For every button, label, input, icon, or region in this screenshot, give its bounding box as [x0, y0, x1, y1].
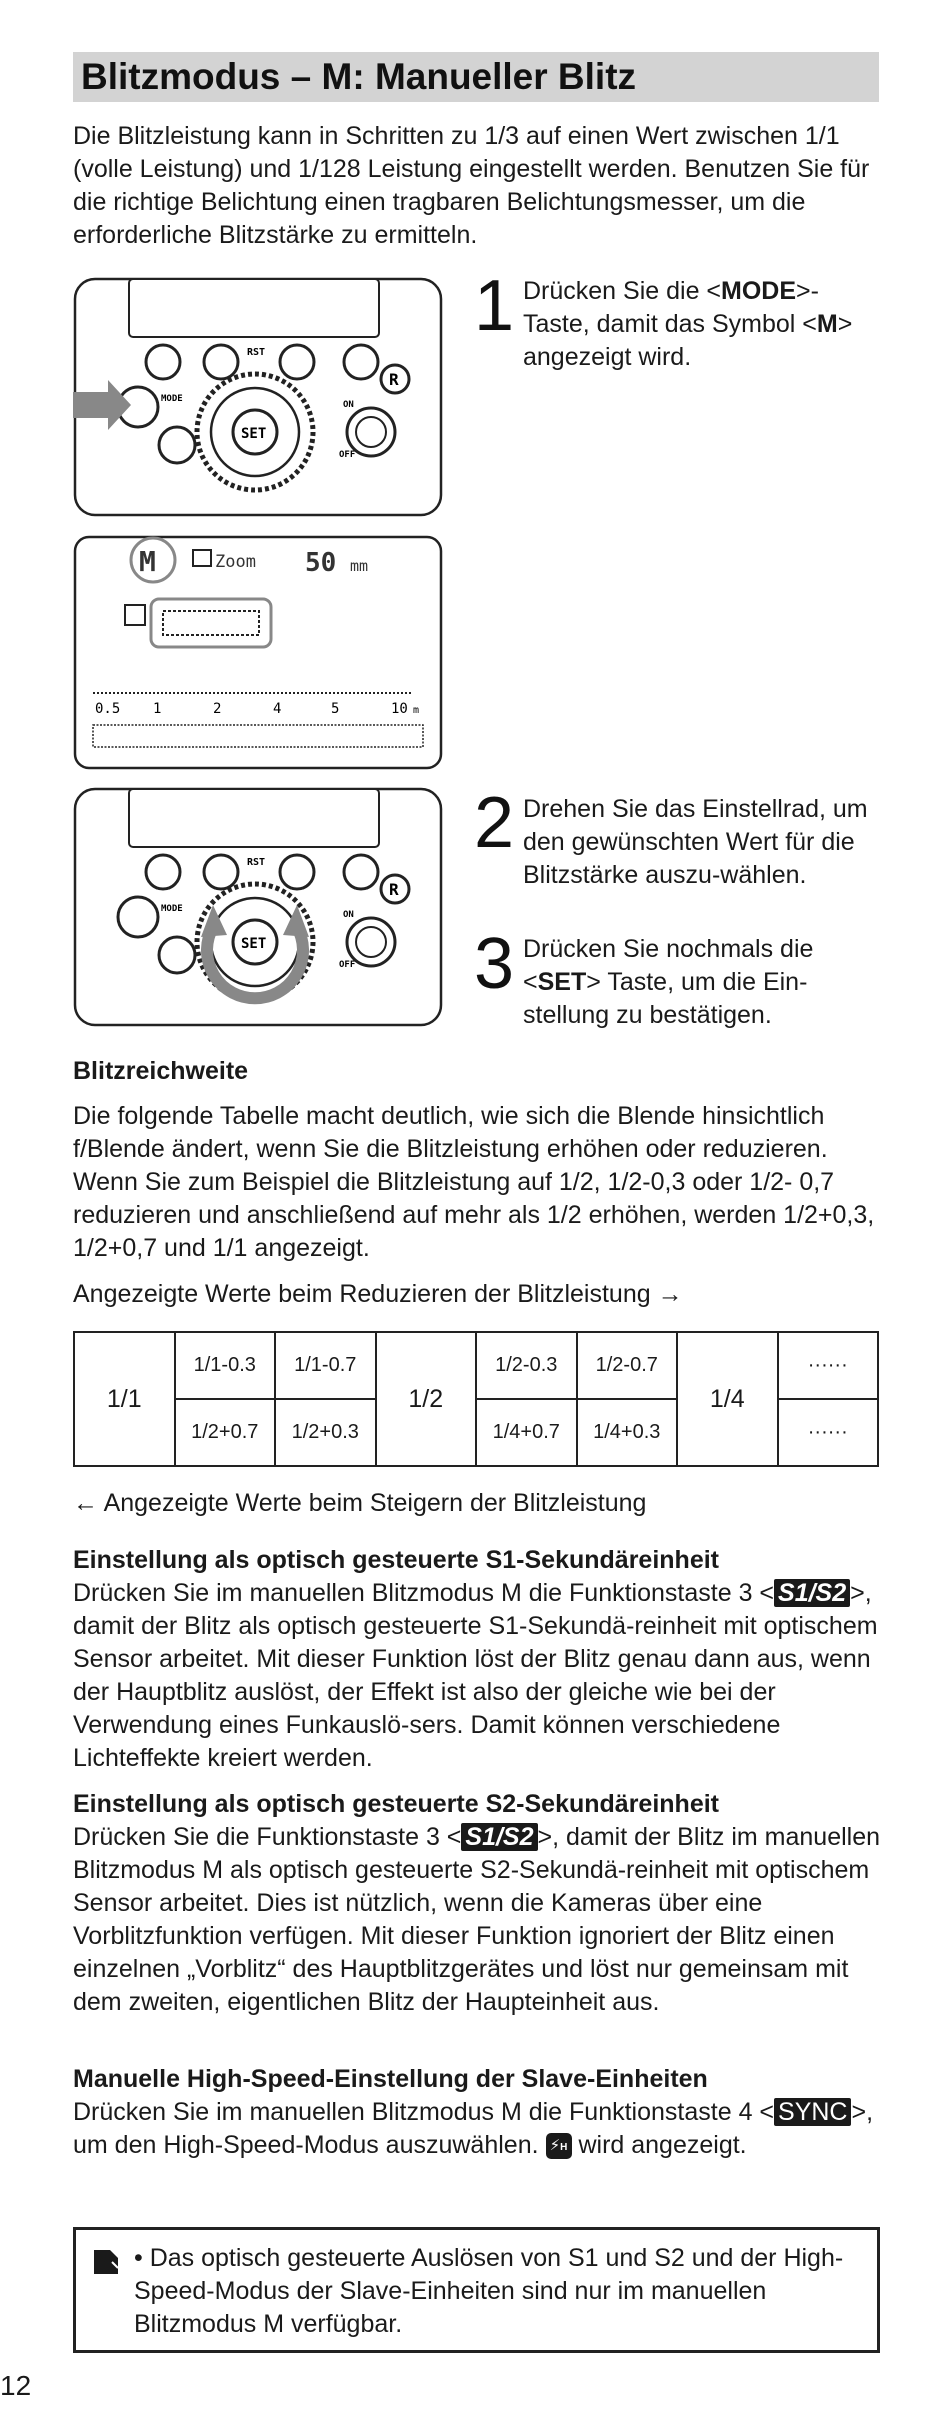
hs-text: Drücken Sie im manuellen Blitzmodus M die Funktionstaste 4 < SYNC >, um den High-Speed-Modus auszuwählen. ⚡H wird angezeigt. [73, 2098, 874, 2159]
table-cell: ······ [778, 1399, 879, 1466]
rst-label: RST [247, 347, 266, 358]
table-cell: 1/4+0.7 [476, 1399, 577, 1466]
intro-text: Die Blitzleistung kann in Schritten zu 1/3 auf einen Wert zwischen 1/1 (volle Leistung) und 1/128 Leistung eingestellt werden. Benutzen Sie für die richtige Belichtung einen tragbaren Belichtungsmesser, um die erforderliche Blitzstärke zu ermitteln. [73, 122, 870, 249]
step-3-number: 3 [474, 924, 515, 1004]
off-label: OFF [339, 450, 356, 460]
s2-heading: Einstellung als optisch gesteuerte S2-Sekundäreinheit [73, 1790, 719, 1818]
r-label: R [389, 370, 399, 389]
table-cell: 1/2+0.3 [275, 1399, 376, 1466]
table-cell: ······ [778, 1332, 879, 1399]
s2-text: Drücken Sie die Funktionstaste 3 < S1/S2 >, damit der Blitz im manuellen Blitzmodus M als optisch gesteuerte S2-Sekundä-reinheit mit optischem Sensor arbeitet. Dies ist nützlich, wenn die Kameras über eine Vorblitzfunktion verfügen. Mit dieser Funktion ignoriert der Blitz einen einzelnen „Vorblitz“ des Hauptblitzgerätes und löst nur gemeinsam mit dem zweiten, eigentlichen Blitz der Haupteinheit aus. [73, 1823, 881, 2016]
lcd-scale-5: 5 [331, 701, 340, 717]
page-title: Blitzmodus – M: Manueller Blitz [81, 56, 637, 97]
s1s2-key-2: S1/S2 [461, 1823, 537, 1851]
note-box [73, 2227, 880, 2353]
lcd-scale-unit: m [413, 705, 420, 716]
note-icon [92, 2248, 120, 2276]
lcd-scale-2: 1 [153, 701, 162, 717]
sync-key: SYNC [774, 2098, 851, 2126]
flash-panel-mode-illustration [73, 277, 443, 517]
table-cell: 1/4+0.3 [577, 1399, 678, 1466]
off-label-2: OFF [339, 960, 356, 970]
flash-panel-dial-illustration [73, 787, 443, 1027]
table-cell: 1/1-0.7 [275, 1332, 376, 1399]
lcd-scale-1: 0.5 [95, 701, 121, 717]
flash-power-table [73, 1331, 879, 1467]
mode-label-2: MODE [161, 904, 183, 914]
lcd-mode-m: M [139, 545, 156, 578]
table-cell: 1/2-0.3 [476, 1332, 577, 1399]
s1-heading: Einstellung als optisch gesteuerte S1-Sekundäreinheit [73, 1546, 719, 1574]
s1s2-key: S1/S2 [774, 1579, 850, 1607]
range-text: Die folgende Tabelle macht deutlich, wie sich die Blende hinsichtlich f/Blende ändert, wenn Sie die Blitzleistung erhöhen oder reduzieren. Wenn Sie zum Beispiel die Blitzleistung auf 1/2, 1/2-0,3 oder 1/2- 0,7 reduzieren und anschließend auf mehr als 1/2 erhöhen, werden 1/2+0,3, 1/2+0,7 und 1/1 angezeigt. [73, 1102, 875, 1262]
lcd-scale-4: 4 [273, 701, 282, 717]
high-speed-icon: ⚡H [546, 2133, 572, 2159]
on-label-2: ON [343, 910, 354, 920]
table-row [74, 1332, 878, 1399]
lcd-scale-3: 2 [213, 701, 222, 717]
table-cell: 1/1 [74, 1332, 175, 1466]
title-bar [73, 52, 879, 102]
lcd-zoom-value: 50 [305, 548, 337, 578]
lcd-scale-6: 10 [391, 701, 408, 717]
set-label-2: SET [241, 936, 267, 952]
step-3-text: Drücken Sie nochmals die <SET> Taste, um die Ein-stellung zu bestätigen. [523, 935, 814, 1029]
page-number: 12 [0, 2370, 32, 2401]
hs-heading: Manuelle High-Speed-Einstellung der Slave-Einheiten [73, 2065, 708, 2093]
lcd-zoom-label: Zoom [215, 552, 256, 572]
table-cell: 1/1-0.3 [175, 1332, 276, 1399]
table-cell: 1/4 [677, 1332, 778, 1466]
lcd-display-illustration [73, 535, 443, 770]
reduce-caption: Angezeigte Werte beim Reduzieren der Blitzleistung → [73, 1280, 683, 1308]
set-label: SET [241, 426, 267, 442]
rst-label-2: RST [247, 857, 266, 868]
step-1-number: 1 [474, 266, 515, 346]
lcd-zoom-unit: mm [350, 557, 369, 575]
on-label: ON [343, 400, 354, 410]
table-cell: 1/2 [376, 1332, 477, 1466]
table-cell: 1/2-0.7 [577, 1332, 678, 1399]
step-2-text: Drehen Sie das Einstellrad, um den gewünschten Wert für die Blitzstärke auszu-wählen. [523, 795, 868, 889]
step-1-text: Drücken Sie die <MODE>-Taste, damit das Symbol <M> angezeigt wird. [523, 277, 853, 371]
increase-caption: ← Angezeigte Werte beim Steigern der Blitzleistung [73, 1489, 647, 1517]
table-cell: 1/2+0.7 [175, 1399, 276, 1466]
mode-label: MODE [161, 394, 183, 404]
note-text: • Das optisch gesteuerte Auslösen von S1 und S2 und der High-Speed-Modus der Slave-Einheiten sind nur im manuellen Blitzmodus M verfügbar. [134, 2244, 844, 2338]
step-2-number: 2 [474, 783, 515, 863]
r-label-2: R [389, 880, 399, 899]
s1-text: Drücken Sie im manuellen Blitzmodus M die Funktionstaste 3 < S1/S2 >, damit der Blitz als optisch gesteuerte S1-Sekundä-reinheit mit optischem Sensor arbeitet. Mit dieser Funktion löst der Blitz genau dann aus, wenn der Hauptblitz auslöst, der Effekt ist also der gleiche wie bei der Verwendung eines Funkauslö-sers. Damit können verschiedene Lichteffekte kreiert werden. [73, 1579, 878, 1772]
range-heading: Blitzreichweite [73, 1057, 249, 1085]
